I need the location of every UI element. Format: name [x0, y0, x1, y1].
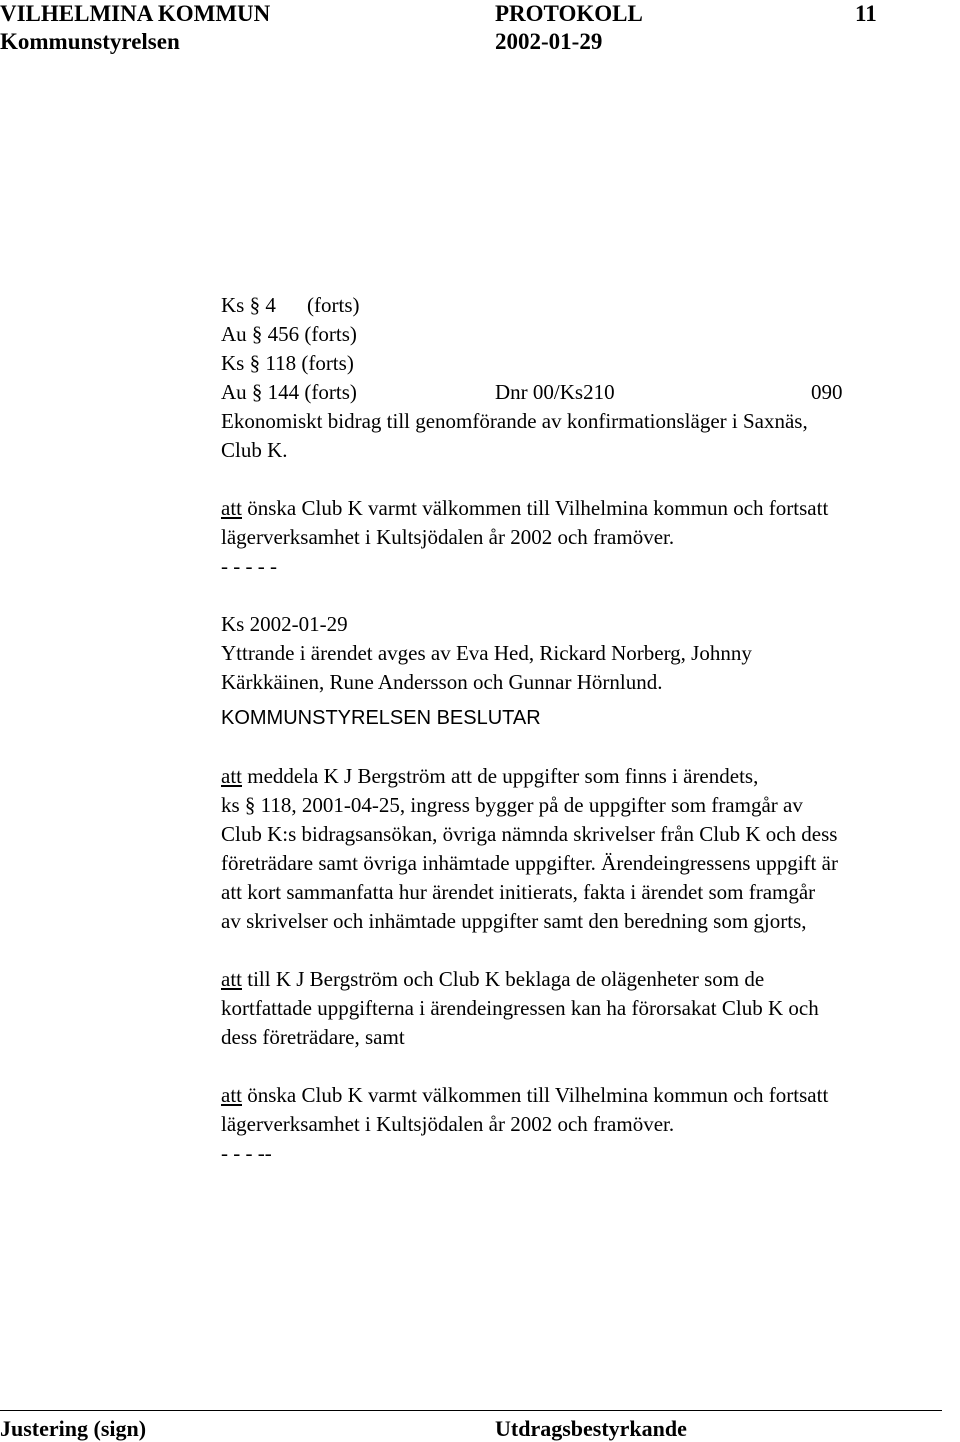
ref-line: [221, 378, 956, 407]
code: 090: [811, 380, 843, 404]
decision-line: företrädare samt övriga inhämtade uppgifter. Ärendeingressens uppgift är: [221, 851, 838, 875]
section-sign: §: [251, 380, 263, 404]
section-sign: §: [249, 351, 261, 375]
dnr: Dnr 00/Ks210: [495, 380, 615, 404]
footer-justering: Justering (sign): [0, 1416, 147, 1441]
decision-heading: KOMMUNSTYRELSEN BESLUTAR: [221, 707, 541, 729]
header-body: Kommunstyrelsen: [0, 29, 180, 54]
decision-line: kortfattade uppgifterna i ärendeingressen kan ha förorsakat Club K och: [221, 996, 819, 1020]
ref-note: (forts): [304, 322, 357, 346]
decision-line: lägerverksamhet i Kultsjödalen år 2002 och framöver.: [221, 1112, 675, 1136]
header-municipality: VILHELMINA KOMMUN: [0, 1, 271, 26]
ref-note: (forts): [307, 293, 360, 317]
ref-note: (forts): [304, 380, 357, 404]
ref-note: (forts): [301, 351, 354, 375]
section-sign: §: [251, 322, 263, 346]
ref-num: 118: [265, 351, 297, 375]
ref-line: [221, 349, 956, 378]
decision-line: att meddela K J Bergström att de uppgifter som finns i ärendets,: [221, 764, 759, 788]
ref-org: Ks: [221, 293, 245, 317]
protocol-body: [221, 291, 956, 1168]
subject-line: Ekonomiskt bidrag till genomförande av konfirmationsläger i Saxnäs,: [221, 409, 808, 433]
header-page-number: 11: [855, 1, 877, 26]
att-keyword: att: [221, 1083, 242, 1107]
ref-org: Ks: [221, 351, 245, 375]
att-keyword: att: [221, 967, 242, 991]
section-sign: §: [249, 293, 261, 317]
separator: - - - --: [221, 1141, 272, 1165]
decision-line: att kort sammanfatta hur ärendet initierats, fakta i ärendet som framgår: [221, 880, 816, 904]
footer-divider: [0, 1410, 942, 1411]
statement-line: Yttrande i ärendet avges av Eva Hed, Rickard Norberg, Johnny: [221, 641, 752, 665]
ref-num: 456: [267, 322, 300, 346]
ref-org: Au: [221, 322, 247, 346]
decision-line: av skrivelser och inhämtade uppgifter samt den beredning som gjorts,: [221, 909, 807, 933]
header-date: 2002-01-29: [495, 29, 603, 54]
ref-line: [221, 291, 956, 320]
decision-line: att till K J Bergström och Club K beklaga de olägenheter som de: [221, 967, 765, 991]
decision-line: dess företrädare, samt: [221, 1025, 405, 1049]
separator: - - - - -: [221, 554, 277, 578]
ks-line: Ks 2002-01-29: [221, 612, 348, 636]
att-keyword: att: [221, 764, 242, 788]
ref-num: 144: [267, 380, 300, 404]
footer-utdragsbestyrkande: Utdragsbestyrkande: [495, 1416, 687, 1441]
ref-line: [221, 320, 956, 349]
statement-line: Kärkkäinen, Rune Andersson och Gunnar Hörnlund.: [221, 670, 663, 694]
decision-line: Club K:s bidragsansökan, övriga nämnda skrivelser från Club K och dess: [221, 822, 838, 846]
decision-line: att önska Club K varmt välkommen till Vilhelmina kommun och fortsatt: [221, 1083, 829, 1107]
header-doc-type: PROTOKOLL: [495, 1, 643, 26]
subject-line: Club K.: [221, 438, 288, 462]
proposal-line: att önska Club K varmt välkommen till Vilhelmina kommun och fortsatt: [221, 496, 829, 520]
att-keyword: att: [221, 496, 242, 520]
proposal-line: lägerverksamhet i Kultsjödalen år 2002 och framöver.: [221, 525, 675, 549]
ref-num: 4: [265, 293, 276, 317]
decision-line: ks § 118, 2001-04-25, ingress bygger på de uppgifter som framgår av: [221, 793, 803, 817]
ref-org: Au: [221, 380, 247, 404]
